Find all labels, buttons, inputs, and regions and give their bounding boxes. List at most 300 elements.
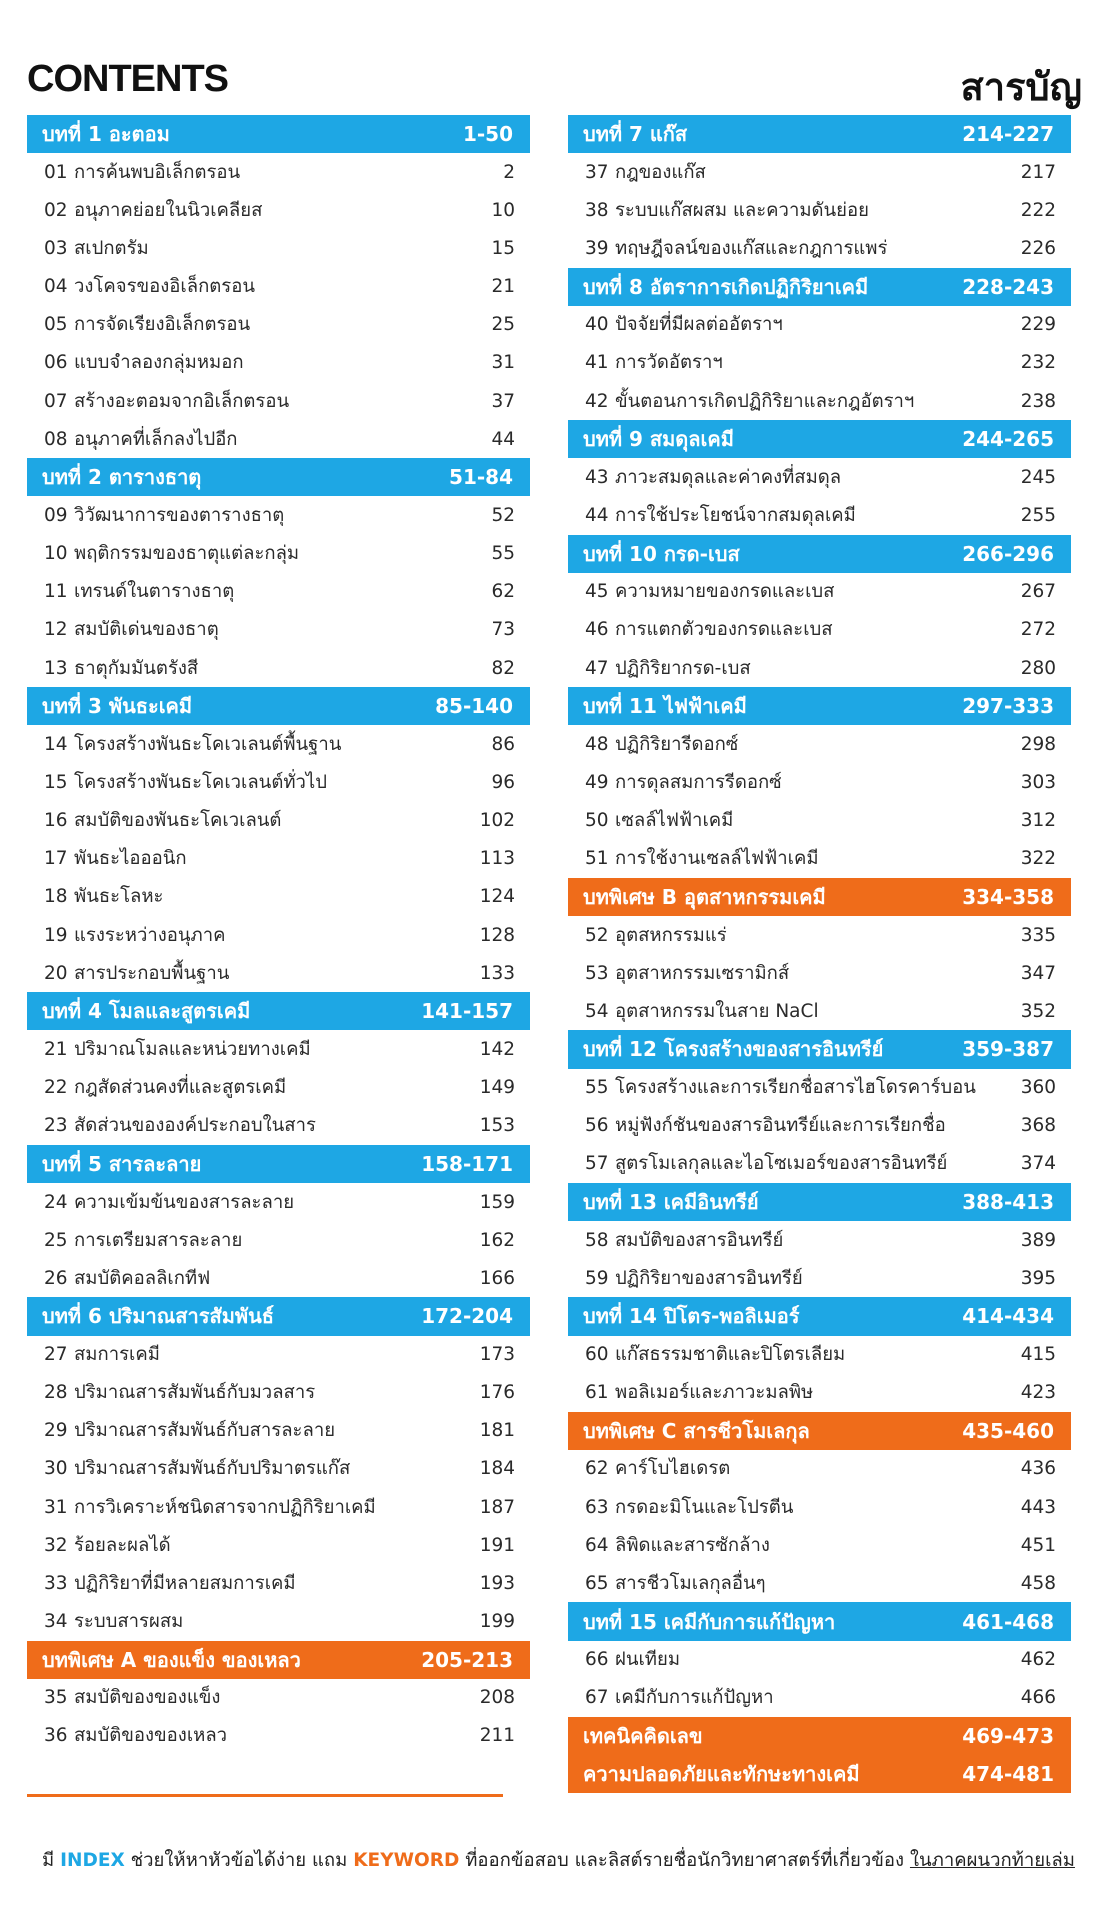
toc-entry-title: ความหมายของกรดและเบส bbox=[615, 581, 835, 603]
toc-entry bbox=[568, 992, 1071, 1030]
footer-middle-2: ที่ออกข้อสอบ และลิสต์รายชื่อนักวิทยาศาสตร์ที่เกี่ยวข้อง bbox=[465, 1850, 905, 1871]
toc-entry-number: 48 bbox=[585, 733, 609, 755]
toc-entry-page: 303 bbox=[1020, 771, 1056, 793]
toc-entry bbox=[27, 763, 530, 801]
toc-entry bbox=[27, 1450, 530, 1488]
toc-entry bbox=[27, 344, 530, 382]
toc-entry-page: 322 bbox=[1020, 848, 1056, 870]
toc-entry-page: 360 bbox=[1020, 1077, 1056, 1099]
toc-entry-title: กฎสัดส่วนคงที่และสูตรเคมี bbox=[74, 1077, 287, 1099]
toc-entry-number: 29 bbox=[44, 1420, 68, 1442]
toc-entry-page: 173 bbox=[479, 1344, 515, 1366]
toc-entry bbox=[27, 1374, 530, 1412]
toc-entry-page: 133 bbox=[479, 962, 515, 984]
toc-entry-page: 280 bbox=[1020, 657, 1056, 679]
toc-entry bbox=[27, 1679, 530, 1717]
toc-entry-number: 01 bbox=[44, 161, 68, 183]
toc-entry-number: 22 bbox=[44, 1077, 68, 1099]
toc-entry-page: 368 bbox=[1020, 1115, 1056, 1137]
toc-entry-text bbox=[44, 806, 281, 835]
toc-entry bbox=[568, 840, 1071, 878]
toc-entry bbox=[568, 1221, 1071, 1259]
toc-entry-number: 16 bbox=[44, 810, 68, 832]
toc-entry-title: สมบัติคอลลิเกทีฟ bbox=[74, 1267, 211, 1289]
toc-entry-page: 232 bbox=[1020, 352, 1056, 374]
toc-entry-page: 159 bbox=[479, 1191, 515, 1213]
toc-entry-text bbox=[585, 654, 751, 683]
toc-entry bbox=[568, 344, 1071, 382]
toc-entry-page: 142 bbox=[479, 1038, 515, 1060]
chapter-page-range: 266-296 bbox=[962, 541, 1054, 566]
chapter-header bbox=[568, 1717, 1071, 1755]
toc-entry-text bbox=[44, 1073, 286, 1102]
chapter-header bbox=[27, 115, 530, 153]
chapter-page-range: 228-243 bbox=[962, 274, 1054, 299]
chapter-header bbox=[568, 420, 1071, 458]
toc-entry-title: โครงสร้างพันธะโคเวเลนต์พื้นฐาน bbox=[74, 733, 342, 755]
toc-entry-text bbox=[44, 272, 255, 301]
toc-entry-text bbox=[585, 158, 706, 187]
toc-entry-text bbox=[44, 577, 234, 606]
toc-entry bbox=[568, 763, 1071, 801]
toc-entry bbox=[27, 382, 530, 420]
toc-entry bbox=[27, 802, 530, 840]
toc-entry-number: 34 bbox=[44, 1611, 68, 1633]
toc-entry-number: 04 bbox=[44, 276, 68, 298]
chapter-title: เทคนิคคิดเลข bbox=[583, 1723, 703, 1748]
footer-middle-1: ช่วยให้หาหัวข้อได้ง่าย แถม bbox=[130, 1850, 348, 1871]
toc-entry-title: ปฏิกิริยากรด-เบส bbox=[615, 657, 751, 679]
toc-entry-text bbox=[585, 959, 789, 988]
toc-entry-text bbox=[44, 196, 262, 225]
toc-entry-text bbox=[44, 615, 219, 644]
toc-entry-number: 60 bbox=[585, 1344, 609, 1366]
toc-entry bbox=[568, 191, 1071, 229]
divider-line bbox=[27, 1794, 503, 1797]
toc-entry-number: 53 bbox=[585, 962, 609, 984]
toc-entry bbox=[27, 229, 530, 267]
toc-entry-title: ความเข้มข้นของสารละลาย bbox=[74, 1191, 295, 1213]
chapter-title: บทพิเศษ C สารชีวโมเลกุล bbox=[583, 1418, 810, 1443]
toc-entry-text bbox=[585, 1645, 680, 1674]
toc-entry-text bbox=[44, 234, 149, 263]
toc-entry-page: 312 bbox=[1020, 810, 1056, 832]
chapter-title: บทที่ 3 พันธะเคมี bbox=[42, 694, 193, 719]
toc-entry-number: 30 bbox=[44, 1458, 68, 1480]
toc-entry-title: สมบัติของสารอินทรีย์ bbox=[615, 1229, 784, 1251]
toc-entry bbox=[568, 1259, 1071, 1297]
toc-entry-title: ลิพิดและสารซักล้าง bbox=[615, 1534, 770, 1556]
toc-entry-page: 272 bbox=[1020, 619, 1056, 641]
toc-entry-title: เคมีกับการแก้ปัญหา bbox=[615, 1687, 774, 1709]
toc-entry-title: ปฏิกิริยาของสารอินทรีย์ bbox=[615, 1267, 803, 1289]
toc-entry-number: 50 bbox=[585, 810, 609, 832]
toc-entry-title: สูตรโมเลกุลและไอโซเมอร์ของสารอินทรีย์ bbox=[615, 1153, 948, 1175]
toc-entry-number: 51 bbox=[585, 848, 609, 870]
toc-entry-page: 102 bbox=[479, 810, 515, 832]
toc-entry-text bbox=[44, 768, 327, 797]
toc-entry-number: 35 bbox=[44, 1687, 68, 1709]
toc-entry-page: 25 bbox=[491, 314, 515, 336]
toc-entry-page: 52 bbox=[491, 504, 515, 526]
toc-entry-page: 451 bbox=[1020, 1534, 1056, 1556]
toc-entry-text bbox=[585, 1340, 845, 1369]
toc-entry-number: 59 bbox=[585, 1267, 609, 1289]
toc-entry bbox=[27, 1107, 530, 1145]
toc-entry bbox=[568, 496, 1071, 534]
toc-entry-title: พฤติกรรมของธาตุแต่ละกลุ่ม bbox=[74, 543, 300, 565]
chapter-page-range: 1-50 bbox=[462, 122, 513, 147]
toc-entry-title: โครงสร้างพันธะโคเวเลนต์ทั่วไป bbox=[74, 771, 327, 793]
toc-entry-title: พันธะไอออนิก bbox=[74, 848, 187, 870]
toc-entry-number: 19 bbox=[44, 924, 68, 946]
toc-entry-text bbox=[44, 310, 250, 339]
toc-entry-number: 39 bbox=[585, 237, 609, 259]
toc-entry-title: อุตสหกรรมแร่ bbox=[615, 924, 727, 946]
chapter-title: บทที่ 4 โมลและสูตรเคมี bbox=[42, 999, 251, 1024]
chapter-page-range: 388-413 bbox=[962, 1190, 1054, 1214]
toc-entry-number: 02 bbox=[44, 199, 68, 221]
chapter-header bbox=[568, 1412, 1071, 1450]
chapter-title: บทที่ 12 โครงสร้างของสารอินทรีย์ bbox=[583, 1037, 884, 1062]
chapter-page-range: 141-157 bbox=[421, 999, 513, 1024]
toc-entry bbox=[27, 496, 530, 534]
toc-entry bbox=[27, 1717, 530, 1755]
chapter-title: บทที่ 10 กรด-เบส bbox=[583, 541, 740, 566]
chapter-title: บทพิเศษ A ของแข็ง ของเหลว bbox=[42, 1647, 301, 1672]
toc-entry-page: 128 bbox=[479, 924, 515, 946]
footer-index-word: INDEX bbox=[60, 1850, 125, 1871]
toc-entry-text bbox=[585, 1264, 803, 1293]
toc-entry-title: การจัดเรียงอิเล็กตรอน bbox=[74, 314, 251, 336]
toc-entry-title: เซลล์ไฟฟ้าเคมี bbox=[615, 810, 734, 832]
chapter-title: บทที่ 2 ตารางธาตุ bbox=[42, 465, 202, 490]
toc-entry-title: ธาตุกัมมันตรังสี bbox=[74, 657, 199, 679]
toc-right-column bbox=[568, 115, 1071, 1793]
toc-entry-number: 58 bbox=[585, 1229, 609, 1251]
toc-entry bbox=[568, 1641, 1071, 1679]
toc-entry-text bbox=[585, 1226, 783, 1255]
toc-entry-page: 199 bbox=[479, 1611, 515, 1633]
chapter-title: ความปลอดภัยและทักษะทางเคมี bbox=[583, 1762, 860, 1787]
toc-entry-text bbox=[44, 1531, 171, 1560]
toc-entry-number: 32 bbox=[44, 1534, 68, 1556]
toc-entry-text bbox=[44, 730, 341, 759]
toc-entry-text bbox=[44, 1226, 242, 1255]
toc-entry-text bbox=[44, 654, 198, 683]
toc-entry-page: 2 bbox=[503, 161, 515, 183]
toc-entry bbox=[568, 649, 1071, 687]
toc-entry bbox=[27, 611, 530, 649]
toc-entry-text bbox=[44, 882, 163, 911]
chapter-title: บทที่ 14 ปิโตร-พอลิเมอร์ bbox=[583, 1304, 800, 1329]
chapter-page-range: 172-204 bbox=[421, 1304, 513, 1329]
toc-entry-page: 181 bbox=[479, 1420, 515, 1442]
toc-entry bbox=[568, 954, 1071, 992]
toc-entry-page: 55 bbox=[491, 543, 515, 565]
toc-entry-title: หมู่ฟังก์ชันของสารอินทรีย์และการเรียกชื่อ bbox=[615, 1115, 946, 1137]
toc-entry-text bbox=[44, 158, 240, 187]
toc-entry-number: 46 bbox=[585, 619, 609, 641]
toc-entry-text bbox=[585, 310, 783, 339]
toc-entry-number: 15 bbox=[44, 771, 68, 793]
toc-entry-number: 42 bbox=[585, 390, 609, 412]
toc-entry-page: 217 bbox=[1020, 161, 1056, 183]
toc-entry-number: 36 bbox=[44, 1725, 68, 1747]
chapter-title: บทที่ 5 สารละลาย bbox=[42, 1151, 202, 1176]
toc-entry-page: 423 bbox=[1020, 1382, 1056, 1404]
toc-entry-title: การวัดอัตราฯ bbox=[615, 352, 723, 374]
toc-entry-page: 193 bbox=[479, 1572, 515, 1594]
chapter-header bbox=[27, 687, 530, 725]
toc-entry-text bbox=[44, 1035, 311, 1064]
toc-entry-text bbox=[44, 539, 299, 568]
toc-entry-text bbox=[585, 577, 834, 606]
chapter-page-range: 414-434 bbox=[962, 1304, 1054, 1329]
chapter-page-range: 359-387 bbox=[962, 1037, 1054, 1062]
toc-entry-text bbox=[44, 959, 229, 988]
chapter-title: บทที่ 13 เคมีอินทรีย์ bbox=[583, 1190, 759, 1214]
toc-entry-page: 443 bbox=[1020, 1496, 1056, 1518]
toc-entry-text bbox=[44, 1264, 210, 1293]
chapter-page-range: 51-84 bbox=[449, 465, 513, 490]
toc-entry-number: 62 bbox=[585, 1458, 609, 1480]
toc-entry-text bbox=[585, 997, 819, 1026]
toc-entry-title: อนุภาคย่อยในนิวเคลียส bbox=[74, 199, 263, 221]
toc-entry bbox=[568, 916, 1071, 954]
toc-entry-number: 61 bbox=[585, 1382, 609, 1404]
footer-appendix-link: ในภาคผนวกท้ายเล่ม bbox=[909, 1850, 1075, 1871]
chapter-header bbox=[568, 1297, 1071, 1335]
toc-entry-text bbox=[585, 615, 833, 644]
toc-entry-text bbox=[585, 1493, 793, 1522]
toc-entry bbox=[27, 306, 530, 344]
toc-entry bbox=[27, 1488, 530, 1526]
toc-entry-page: 184 bbox=[479, 1458, 515, 1480]
toc-entry-page: 298 bbox=[1020, 733, 1056, 755]
toc-entry bbox=[568, 1679, 1071, 1717]
chapter-header bbox=[27, 458, 530, 496]
toc-entry-number: 18 bbox=[44, 886, 68, 908]
chapter-header bbox=[568, 268, 1071, 306]
chapter-header bbox=[27, 1145, 530, 1183]
chapter-header bbox=[568, 1183, 1071, 1221]
toc-entry bbox=[27, 191, 530, 229]
toc-entry-page: 222 bbox=[1020, 199, 1056, 221]
toc-entry-title: ขั้นตอนการเกิดปฏิกิริยาและกฎอัตราฯ bbox=[615, 390, 915, 412]
chapter-page-range: 205-213 bbox=[421, 1647, 513, 1672]
chapter-header bbox=[568, 1602, 1071, 1640]
toc-entry-title: ร้อยละผลได้ bbox=[74, 1534, 171, 1556]
chapter-page-range: 158-171 bbox=[421, 1151, 513, 1176]
chapter-title: บทที่ 1 อะตอม bbox=[42, 122, 170, 147]
toc-entry-title: ระบบแก๊สผสม และความดันย่อย bbox=[615, 199, 869, 221]
toc-entry bbox=[27, 573, 530, 611]
toc-entry-title: การดุลสมการรีดอกซ์ bbox=[615, 771, 782, 793]
toc-entry bbox=[27, 878, 530, 916]
toc-entry-page: 153 bbox=[479, 1115, 515, 1137]
toc-entry-title: ทฤษฎีจลน์ของแก๊สและกฎการแพร่ bbox=[615, 237, 888, 259]
chapter-header bbox=[27, 1641, 530, 1679]
toc-entry-text bbox=[44, 1188, 294, 1217]
chapter-page-range: 214-227 bbox=[962, 122, 1054, 147]
toc-entry bbox=[568, 382, 1071, 420]
toc-entry bbox=[27, 954, 530, 992]
toc-entry bbox=[27, 153, 530, 191]
toc-entry-page: 44 bbox=[491, 428, 515, 450]
toc-entry-text bbox=[585, 1531, 770, 1560]
toc-entry-text bbox=[585, 806, 733, 835]
toc-entry-page: 21 bbox=[491, 276, 515, 298]
toc-entry-number: 08 bbox=[44, 428, 68, 450]
toc-entry-page: 124 bbox=[479, 886, 515, 908]
toc-entry-title: สารชีวโมเลกุลอื่นๆ bbox=[615, 1572, 766, 1594]
toc-entry-text bbox=[585, 196, 869, 225]
toc-entry-number: 12 bbox=[44, 619, 68, 641]
toc-entry-text bbox=[44, 1607, 183, 1636]
toc-entry-page: 86 bbox=[491, 733, 515, 755]
footer-keyword-word: KEYWORD bbox=[353, 1850, 460, 1871]
toc-entry-title: วงโคจรของอิเล็กตรอน bbox=[74, 276, 255, 298]
toc-entry-page: 267 bbox=[1020, 581, 1056, 603]
toc-entry bbox=[27, 1526, 530, 1564]
toc-entry-number: 54 bbox=[585, 1000, 609, 1022]
toc-entry-number: 45 bbox=[585, 581, 609, 603]
toc-entry-number: 38 bbox=[585, 199, 609, 221]
chapter-page-range: 297-333 bbox=[962, 694, 1054, 719]
toc-entry-number: 65 bbox=[585, 1572, 609, 1594]
chapter-header bbox=[568, 535, 1071, 573]
toc-entry-page: 149 bbox=[479, 1077, 515, 1099]
toc-entry bbox=[27, 840, 530, 878]
toc-entry-text bbox=[44, 425, 238, 454]
toc-entry-title: สมบัติของของแข็ง bbox=[74, 1687, 221, 1709]
toc-entry bbox=[27, 1030, 530, 1068]
toc-entry-number: 47 bbox=[585, 657, 609, 679]
toc-entry-title: ปริมาณสารสัมพันธ์กับปริมาตรแก๊ส bbox=[74, 1458, 351, 1480]
chapter-header bbox=[568, 115, 1071, 153]
toc-entry-text bbox=[44, 348, 244, 377]
toc-entry-title: สมการเคมี bbox=[74, 1344, 160, 1366]
toc-entry-text bbox=[44, 1569, 296, 1598]
toc-entry-title: วิวัฒนาการของตารางธาตุ bbox=[74, 504, 285, 526]
toc-entry bbox=[568, 725, 1071, 763]
toc-entry bbox=[568, 229, 1071, 267]
toc-entry bbox=[27, 916, 530, 954]
toc-entry-title: แบบจำลองกลุ่มหมอก bbox=[74, 352, 244, 374]
toc-entry-title: สมบัติเด่นของธาตุ bbox=[74, 619, 219, 641]
chapter-title: บทพิเศษ B อุตสาหกรรมเคมี bbox=[583, 884, 826, 909]
chapter-header bbox=[27, 992, 530, 1030]
chapter-title: บทที่ 6 ปริมาณสารสัมพันธ์ bbox=[42, 1304, 274, 1329]
toc-entry-page: 415 bbox=[1020, 1344, 1056, 1366]
toc-entry-number: 64 bbox=[585, 1534, 609, 1556]
toc-entry-page: 458 bbox=[1020, 1572, 1056, 1594]
toc-entry-number: 25 bbox=[44, 1229, 68, 1251]
toc-entry-title: กรดอะมิโนและโปรตีน bbox=[615, 1496, 794, 1518]
toc-entry bbox=[27, 1602, 530, 1640]
toc-entry-text bbox=[44, 501, 284, 530]
toc-entry-number: 43 bbox=[585, 466, 609, 488]
toc-entry-title: การแตกตัวของกรดและเบส bbox=[615, 619, 833, 641]
toc-entry-title: การวิเคราะห์ชนิดสารจากปฏิกิริยาเคมี bbox=[74, 1496, 376, 1518]
toc-entry-text bbox=[44, 1721, 227, 1750]
toc-entry-number: 66 bbox=[585, 1649, 609, 1671]
toc-entry-text bbox=[585, 387, 914, 416]
toc-entry-text bbox=[44, 844, 187, 873]
toc-entry bbox=[27, 1336, 530, 1374]
toc-entry bbox=[568, 802, 1071, 840]
toc-entry-page: 15 bbox=[491, 237, 515, 259]
toc-entry-title: ฝนเทียม bbox=[615, 1649, 681, 1671]
toc-entry-number: 21 bbox=[44, 1038, 68, 1060]
toc-entry-page: 37 bbox=[491, 390, 515, 412]
toc-entry-title: กฎของแก๊ส bbox=[615, 161, 706, 183]
toc-entry-title: การใช้งานเซลล์ไฟฟ้าเคมี bbox=[615, 848, 819, 870]
toc-entry-number: 26 bbox=[44, 1267, 68, 1289]
toc-entry-title: ปัจจัยที่มีผลต่ออัตราฯ bbox=[615, 314, 783, 336]
toc-entry-title: แรงระหว่างอนุภาค bbox=[74, 924, 226, 946]
toc-entry-text bbox=[585, 844, 819, 873]
toc-entry-text bbox=[585, 463, 841, 492]
toc-entry-title: ปริมาณสารสัมพันธ์กับสารละลาย bbox=[74, 1420, 336, 1442]
toc-entry-page: 191 bbox=[479, 1534, 515, 1556]
toc-entry-text bbox=[44, 1378, 315, 1407]
toc-entry-text bbox=[44, 1454, 350, 1483]
toc-entry-number: 05 bbox=[44, 314, 68, 336]
toc-entry bbox=[27, 1412, 530, 1450]
toc-entry-number: 17 bbox=[44, 848, 68, 870]
toc-entry-page: 31 bbox=[491, 352, 515, 374]
toc-entry bbox=[568, 611, 1071, 649]
toc-entry-title: โครงสร้างและการเรียกชื่อสารไฮโดรคาร์บอน bbox=[615, 1077, 976, 1099]
toc-entry bbox=[568, 1450, 1071, 1488]
toc-entry-title: สมบัติของของเหลว bbox=[74, 1725, 228, 1747]
toc-entry bbox=[27, 1259, 530, 1297]
toc-entry-number: 31 bbox=[44, 1496, 68, 1518]
toc-entry-title: สารประกอบพื้นฐาน bbox=[74, 962, 230, 984]
toc-entry-title: อุตสาหกรรมเซรามิกส์ bbox=[615, 962, 790, 984]
toc-entry bbox=[27, 649, 530, 687]
chapter-title: บทที่ 9 สมดุลเคมี bbox=[583, 427, 734, 452]
toc-entry-text bbox=[585, 348, 723, 377]
toc-entry-number: 63 bbox=[585, 1496, 609, 1518]
toc-entry-title: การใช้ประโยชน์จากสมดุลเคมี bbox=[615, 504, 856, 526]
chapter-page-range: 469-473 bbox=[962, 1723, 1054, 1748]
toc-entry-page: 96 bbox=[491, 771, 515, 793]
toc-entry-page: 335 bbox=[1020, 924, 1056, 946]
toc-entry-number: 13 bbox=[44, 657, 68, 679]
toc-entry bbox=[568, 306, 1071, 344]
toc-entry-number: 09 bbox=[44, 504, 68, 526]
toc-entry-title: ปริมาณสารสัมพันธ์กับมวลสาร bbox=[74, 1382, 316, 1404]
toc-entry-number: 28 bbox=[44, 1382, 68, 1404]
toc-entry-text bbox=[585, 1454, 730, 1483]
toc-entry-number: 41 bbox=[585, 352, 609, 374]
toc-entry bbox=[27, 420, 530, 458]
toc-entry bbox=[568, 1564, 1071, 1602]
toc-entry bbox=[27, 725, 530, 763]
toc-entry-page: 462 bbox=[1020, 1649, 1056, 1671]
toc-entry-title: สมบัติของพันธะโคเวเลนต์ bbox=[74, 810, 282, 832]
chapter-page-range: 244-265 bbox=[962, 427, 1054, 452]
toc-entry bbox=[568, 1374, 1071, 1412]
toc-entry-page: 238 bbox=[1020, 390, 1056, 412]
toc-entry-number: 14 bbox=[44, 733, 68, 755]
chapter-header bbox=[568, 1030, 1071, 1068]
toc-entry-text bbox=[44, 1416, 335, 1445]
toc-entry-text bbox=[585, 234, 887, 263]
